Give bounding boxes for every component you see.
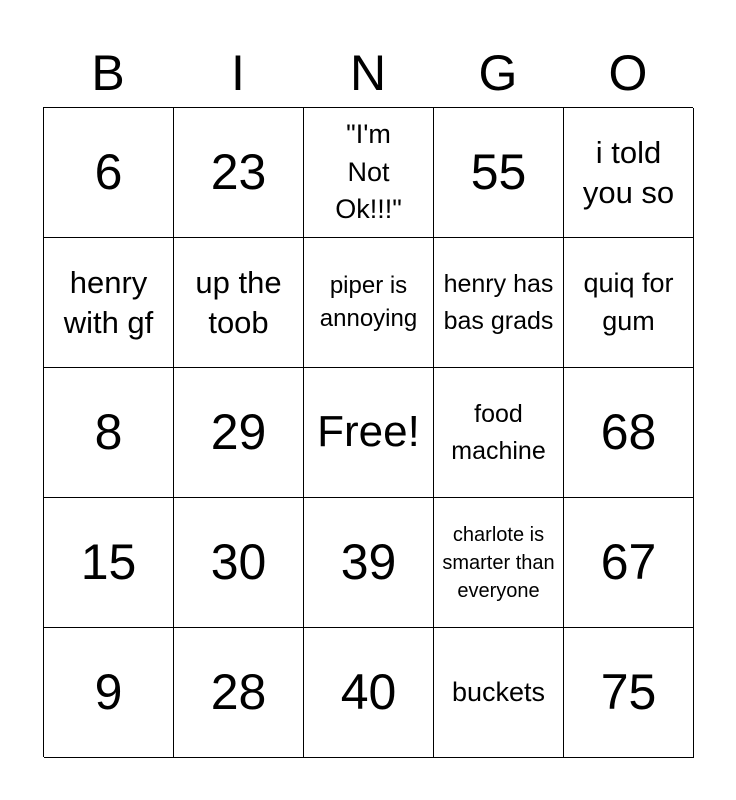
bingo-cell[interactable] <box>44 628 174 758</box>
header-letter-g: G <box>478 45 518 101</box>
bingo-cell[interactable] <box>44 238 174 368</box>
cell-text: 75 <box>600 664 657 720</box>
header-letter-b: B <box>91 45 125 101</box>
cell-text: piper is annoying <box>319 272 418 332</box>
cell-text: 6 <box>94 144 123 200</box>
cell-text: quiq for gum <box>583 267 674 336</box>
header-letter-o: O <box>608 45 648 101</box>
bingo-cell[interactable] <box>304 108 434 238</box>
cell-text: 40 <box>340 664 397 720</box>
bingo-cell[interactable] <box>434 628 564 758</box>
bingo-cell[interactable] <box>564 628 694 758</box>
bingo-cell[interactable] <box>174 238 304 368</box>
bingo-cell[interactable] <box>434 498 564 628</box>
header-letter-i: I <box>231 45 245 101</box>
cell-text: buckets <box>451 676 546 707</box>
cell-text: i told you so <box>582 135 675 210</box>
cell-text: "I'm Not Ok!!!" <box>335 118 402 225</box>
cell-text: 28 <box>210 664 267 720</box>
cell-text: henry with gf <box>63 265 154 340</box>
cell-text: 67 <box>600 534 657 590</box>
bingo-header <box>43 40 693 106</box>
cell-text: henry has bas grads <box>443 270 554 335</box>
bingo-cell[interactable] <box>564 498 694 628</box>
bingo-cell[interactable] <box>434 108 564 238</box>
bingo-cell[interactable] <box>304 238 434 368</box>
bingo-cell[interactable] <box>304 628 434 758</box>
cell-text: 29 <box>210 404 267 460</box>
free-space[interactable] <box>304 368 434 498</box>
bingo-cell[interactable] <box>564 108 694 238</box>
bingo-cell[interactable] <box>434 368 564 498</box>
bingo-cell[interactable] <box>174 498 304 628</box>
bingo-cell[interactable] <box>564 238 694 368</box>
bingo-cell[interactable] <box>434 238 564 368</box>
bingo-board <box>43 107 693 757</box>
bingo-cell[interactable] <box>174 108 304 238</box>
cell-text: 39 <box>340 534 397 590</box>
cell-text: 23 <box>210 144 267 200</box>
cell-text: 8 <box>94 404 123 460</box>
cell-text: charlote is smarter than everyone <box>442 523 555 602</box>
cell-text: 55 <box>470 144 527 200</box>
bingo-cell[interactable] <box>174 368 304 498</box>
bingo-cell[interactable] <box>564 368 694 498</box>
cell-text: Free! <box>317 407 420 457</box>
bingo-cell[interactable] <box>304 498 434 628</box>
header-letter-n: N <box>349 45 387 101</box>
cell-text: up the toob <box>195 265 282 340</box>
bingo-cell[interactable] <box>174 628 304 758</box>
cell-text: 30 <box>210 534 267 590</box>
cell-text: 68 <box>600 404 657 460</box>
cell-text: food machine <box>451 400 546 465</box>
bingo-cell[interactable] <box>44 498 174 628</box>
bingo-cell[interactable] <box>44 368 174 498</box>
bingo-cell[interactable] <box>44 108 174 238</box>
cell-text: 15 <box>80 534 137 590</box>
cell-text: 9 <box>94 664 123 720</box>
